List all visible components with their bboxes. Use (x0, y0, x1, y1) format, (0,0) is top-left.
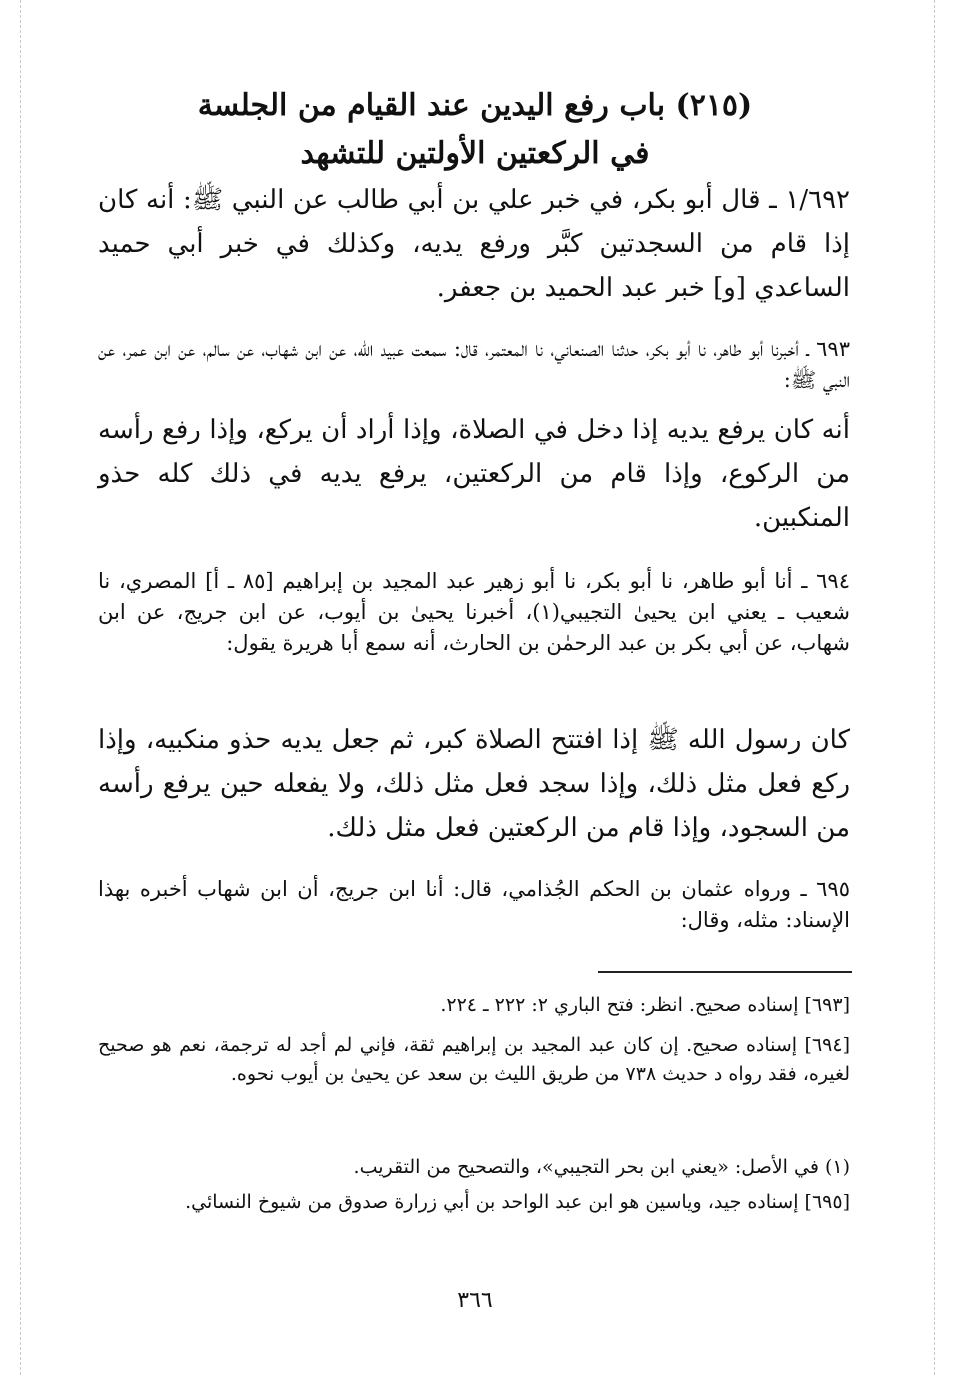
page-number: ٣٦٦ (457, 1288, 493, 1313)
footnote-695: [٦٩٥] إسناده جيد، وياسين هو ابن عبد الواحد بن أبي زرارة صدوق من شيوخ النسائي. (185, 1191, 850, 1213)
chapter-title-line1: (٢١٥) باب رفع اليدين عند القيام من الجلسة (197, 88, 753, 123)
hadith-693-matn: أنه كان يرفع يديه إذا دخل في الصلاة، وإذا أراد أن يركع، وإذا رفع رأسه من الركوع، وإذا قام من الركعتين، يرفع يديه في ذلك كله حذو المنكبين. (98, 415, 850, 533)
hadith-692: ١/٦٩٢ ـ قال أبو بكر، في خبر علي بن أبي طالب عن النبي ﷺ: أنه كان إذا قام من السجدتين كبَّر ورفع يديه، وكذلك في خبر أبي حميد الساعدي [و] خبر عبد الحميد بن جعفر. (98, 185, 850, 303)
hadith-693-isnad: ٦٩٣ ـ أخبرنا أبو طاهر، نا أبو بكر، حدثنا الصنعاني، نا المعتمر، قال: سمعت عبيد الله، عن ابن شهاب، عن سالم، عن ابن عمر، عن النبي ﷺ: (98, 337, 850, 392)
scan-margin-line-right (934, 0, 935, 1375)
footnote-693: [٦٩٣] إسناده صحيح. انظر: فتح الباري ٢: ٢٢٢ ـ ٢٢٤. (440, 994, 850, 1016)
footnote-694: [٦٩٤] إسناده صحيح. إن كان عبد المجيد بن إبراهيم ثقة، فإني لم أجد له ترجمة، نعم هو صحيح لغيره، فقد رواه د حديث ٧٣٨ من طريق الليث بن سعد عن يحيىٰ بن أيوب نحوه. (98, 1034, 850, 1085)
hadith-695: ٦٩٥ ـ ورواه عثمان بن الحكم الجُذامي، قال: أنا ابن جريج، أن ابن شهاب أخبره بهذا الإسناد: مثله، وقال: (98, 877, 850, 932)
hadith-694-matn: كان رسول الله ﷺ إذا افتتح الصلاة كبر، ثم جعل يديه حذو منكبيه، وإذا ركع فعل مثل ذلك، وإذا سجد فعل مثل ذلك، ولا يفعله حين يرفع رأسه من السجود، وإذا قام من الركعتين فعل مثل ذلك. (98, 725, 850, 843)
footnote-1: (١) في الأصل: «يعني ابن بحر التجيبي»، والتصحيح من التقريب. (353, 1156, 850, 1178)
hadith-694-isnad: ٦٩٤ ـ أنا أبو طاهر، نا أبو بكر، نا أبو زهير عبد المجيد بن إبراهيم [٨٥ ـ أ] المصري، نا شعيب ـ يعني ابن يحيىٰ التجيبي(١)، أخبرنا يحيىٰ بن أيوب، عن ابن جريج، عن ابن شهاب، عن أبي بكر بن عبد الرحمٰن بن الحارث، أنه سمع أبا هريرة يقول: (98, 569, 850, 655)
scan-margin-line-left (20, 0, 21, 1375)
chapter-title-line2: في الركعتين الأولتين للتشهد (300, 136, 650, 171)
footnote-separator (598, 971, 852, 973)
